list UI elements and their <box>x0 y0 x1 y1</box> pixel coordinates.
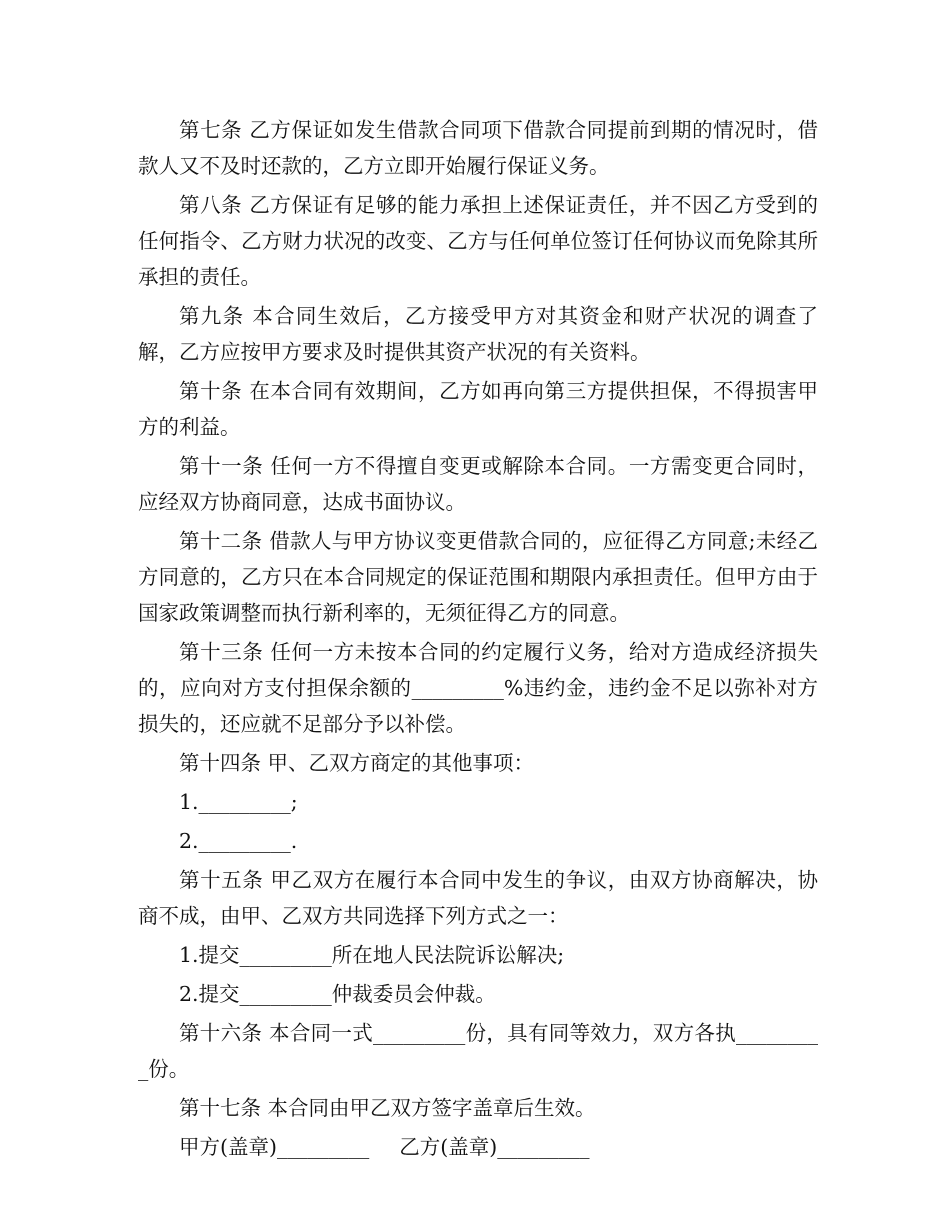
clause-16: 第十六条 本合同一式_________份，具有同等效力，双方各执_________份。 <box>138 1021 818 1081</box>
clause-14-item-1: 1._________; <box>179 790 298 814</box>
party-b-signature: 乙方(盖章)_________ <box>399 1135 590 1159</box>
clause-11: 第十一条 任何一方不得擅自变更或解除本合同。一方需变更合同时，应经双方协商同意，达成书面协议。 <box>138 454 818 514</box>
clause-13: 第十三条 任何一方未按本合同的约定履行义务，给对方造成经济损失的，应向对方支付担保余额的_________%违约金，违约金不足以弥补对方损失的，还应就不足部分予以补偿。 <box>138 640 818 736</box>
clause-14: 第十四条 甲、乙双方商定的其他事项： <box>179 751 535 775</box>
clause-15-option-1: 1.提交_________所在地人民法院诉讼解决; <box>179 943 565 967</box>
clause-15: 第十五条 甲乙双方在履行本合同中发生的争议，由双方协商解决，协商不成，由甲、乙双方共同选择下列方式之一： <box>138 868 818 928</box>
clause-9: 第九条 本合同生效后，乙方接受甲方对其资金和财产状况的调查了解，乙方应按甲方要求及时提供其资产状况的有关资料。 <box>138 304 818 364</box>
clause-17: 第十七条 本合同由甲乙双方签字盖章后生效。 <box>179 1096 596 1120</box>
clause-7: 第七条 乙方保证如发生借款合同项下借款合同提前到期的情况时，借款人又不及时还款的，乙方立即开始履行保证义务。 <box>138 118 818 178</box>
clause-8: 第八条 乙方保证有足够的能力承担上述保证责任，并不因乙方受到的任何指令、乙方财力状况的改变、乙方与任何单位签订任何协议而免除其所承担的责任。 <box>138 193 818 289</box>
party-a-signature: 甲方(盖章)_________ <box>179 1135 370 1159</box>
clause-14-item-2: 2._________. <box>179 829 298 853</box>
signature-line <box>138 1129 818 1165</box>
contract-body <box>138 112 818 1165</box>
clause-10: 第十条 在本合同有效期间，乙方如再向第三方提供担保，不得损害甲方的利益。 <box>138 379 818 439</box>
clause-12: 第十二条 借款人与甲方协议变更借款合同的，应征得乙方同意;未经乙方同意的，乙方只在本合同规定的保证范围和期限内承担责任。但甲方由于国家政策调整而执行新利率的，无须征得乙方的同意。 <box>138 529 818 625</box>
clause-15-option-2: 2.提交_________仲裁委员会仲裁。 <box>179 982 496 1006</box>
